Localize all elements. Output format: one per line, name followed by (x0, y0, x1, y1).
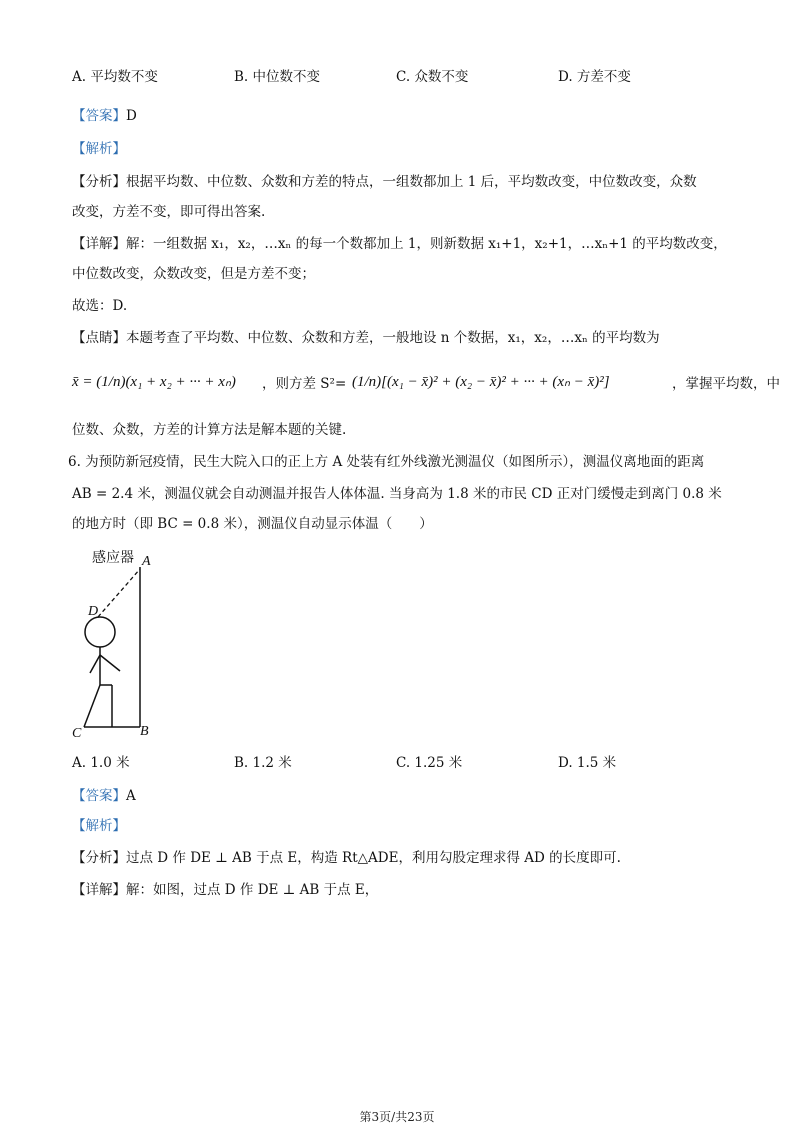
formula-connector: ，则方差 S²= (262, 376, 347, 392)
thermometer-figure (70, 545, 180, 745)
q6-option-d: D. 1.5 米 (558, 755, 617, 771)
xiangjie-tag: 【详解】 (72, 236, 126, 252)
q5-xiangjie-line3: 故选：D. (72, 298, 128, 314)
q5-answer-line (72, 106, 137, 126)
q6-analysis-heading (72, 816, 126, 836)
dashed-line-da (98, 569, 140, 617)
label-c: C (72, 726, 82, 741)
label-a: A (142, 554, 151, 569)
person-leg-left (84, 685, 100, 727)
q5-dianjing-line3: 位数、众数，方差的计算方法是解本题的关键. (72, 422, 347, 438)
variance-expression: (1/n)[(x₁ − x̄)² + (x₂ − x̄)² + ··· + (xₙ − x̄)²] (352, 374, 610, 390)
dianjing-tag: 【点睛】 (72, 330, 126, 346)
dianjing-text-1: 本题考查了平均数、中位数、众数和方差，一般地设 n 个数据，x₁，x₂，…xₙ 的平均数为 (126, 330, 660, 346)
person-head (85, 617, 115, 647)
q6-answer-value: A (126, 788, 136, 804)
q6-stem-line3: 的地方时（即 BC = 0.8 米），测温仪自动显示体温（ ） (72, 516, 433, 532)
q5-xiangjie-line1 (72, 234, 727, 254)
q5-dianjing-line1 (72, 328, 660, 348)
formula-tail: ，掌握平均数，中 (672, 376, 780, 392)
q6-xiangjie-text: 解：如图，过点 D 作 DE ⊥ AB 于点 E， (126, 882, 379, 898)
q6-fenxi-line (72, 848, 621, 868)
person-arm-left (90, 655, 100, 673)
q5-option-b: B. 中位数不变 (234, 69, 321, 85)
q6-stem-line2: AB = 2.4 米，测温仪就会自动测温并报告人体体温. 当身高为 1.8 米的市民 CD 正对门缓慢走到离门 0.8 米 (72, 486, 722, 502)
q6-answer-tag: 【答案】 (72, 788, 126, 804)
q5-fenxi-line1 (72, 172, 697, 192)
q6-fenxi-text: 过点 D 作 DE ⊥ AB 于点 E，构造 Rt△ADE，利用勾股定理求得 AD 的长度即可. (126, 850, 621, 866)
answer-tag: 【答案】 (72, 108, 126, 124)
q5-option-c: C. 众数不变 (396, 69, 469, 85)
analysis-tag: 【解析】 (72, 141, 126, 157)
sensor-label: 感应器 (92, 550, 134, 566)
fenxi-tag: 【分析】 (72, 174, 126, 190)
label-b: B (140, 724, 149, 739)
q6-fenxi-tag: 【分析】 (72, 850, 126, 866)
q6-option-a: A. 1.0 米 (72, 755, 130, 771)
q5-option-d: D. 方差不变 (558, 69, 631, 85)
mean-formula: x̄ = (1/n)(x₁ + x₂ + ··· + xₙ) (72, 374, 236, 390)
q6-answer-line (72, 786, 136, 806)
q5-analysis-heading (72, 139, 126, 159)
q5-xiangjie-line2: 中位数改变，众数改变，但是方差不变； (72, 266, 315, 282)
page-footer: 第3页/共23页 (359, 1110, 435, 1124)
person-arm-right (100, 655, 120, 671)
answer-value: D (126, 108, 137, 124)
q6-xiangjie-line (72, 880, 378, 900)
q6-xiangjie-tag: 【详解】 (72, 882, 126, 898)
q6-option-c: C. 1.25 米 (396, 755, 463, 771)
q6-option-b: B. 1.2 米 (234, 755, 292, 771)
q5-fenxi-line2: 改变，方差不变，即可得出答案. (72, 204, 266, 220)
q6-stem-line1: 6. 为预防新冠疫情，民生大院入口的正上方 A 处装有红外线激光测温仪（如图所示），测温仪离地面的距离 (68, 454, 705, 470)
fenxi-text-1: 根据平均数、中位数、众数和方差的特点，一组数都加上 1 后，平均数改变，中位数改变，众数 (126, 174, 697, 190)
q5-option-a: A. 平均数不变 (72, 69, 158, 85)
q6-analysis-tag: 【解析】 (72, 818, 126, 834)
label-d: D (88, 604, 99, 619)
xiangjie-text-1: 解：一组数据 x₁，x₂，…xₙ 的每一个数都加上 1，则新数据 x₁+1，x₂+1，…xₙ+1 的平均数改变， (126, 236, 727, 252)
